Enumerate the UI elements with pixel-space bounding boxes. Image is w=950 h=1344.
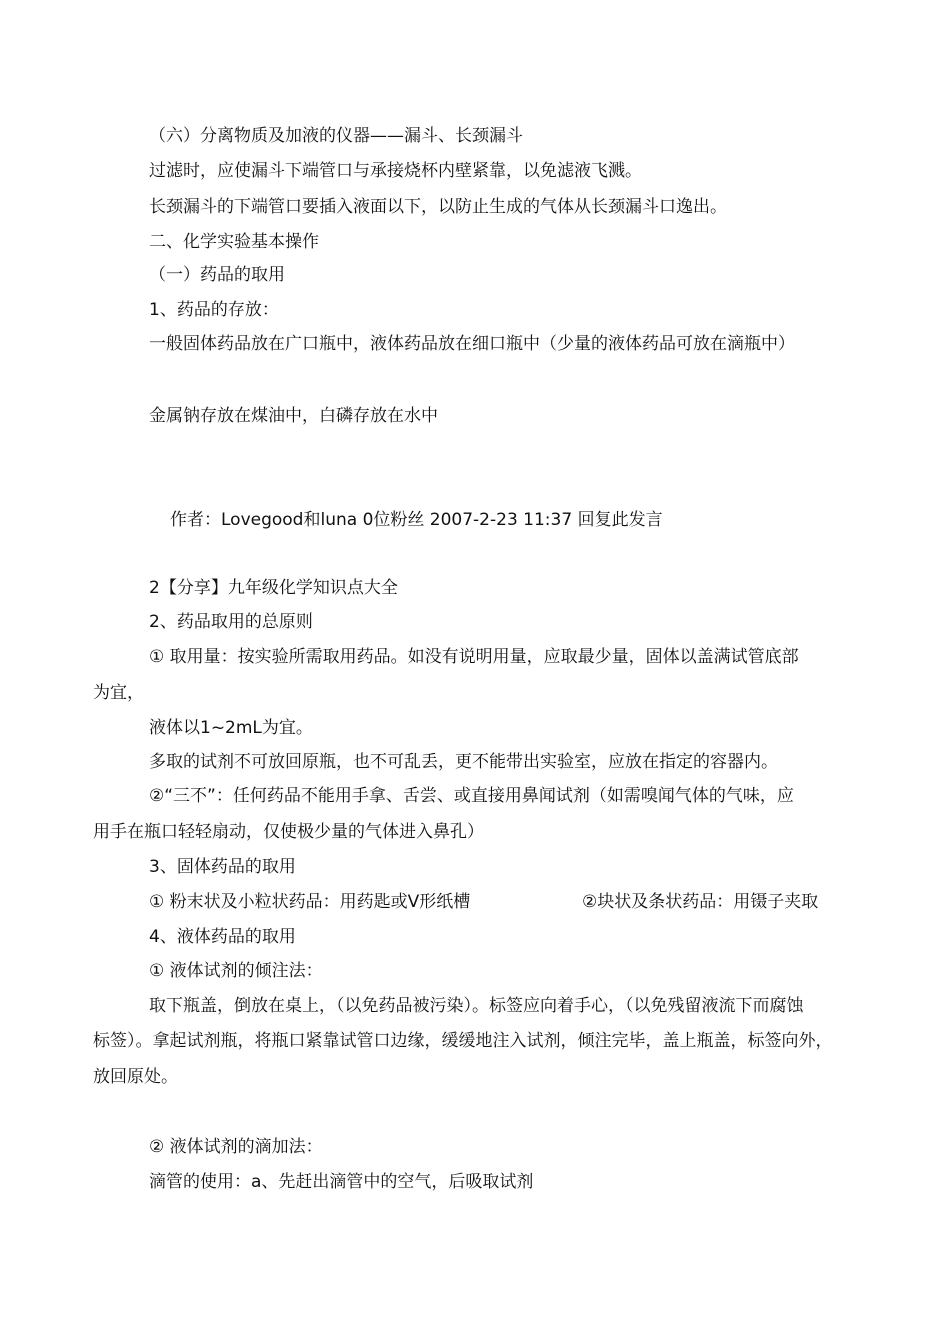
- subitem-heading-pouring: ① 液体试剂的倾注法：: [149, 961, 323, 981]
- paragraph-line: ① 粉末状及小粒状药品：用药匙或V形纸槽: [149, 892, 471, 912]
- paragraph-line: 用手在瓶口轻轻扇动，仅使极少量的气体进入鼻孔）: [93, 822, 484, 842]
- item-heading-general-principle: 2、药品取用的总原则: [149, 612, 313, 632]
- subsection-heading-taking-reagents: （一）药品的取用: [149, 265, 285, 285]
- paragraph-line: 放回原处。: [93, 1067, 178, 1087]
- section-heading-funnels: （六）分离物质及加液的仪器——漏斗、长颈漏斗: [149, 126, 523, 146]
- paragraph-line: 过滤时，应使漏斗下端管口与承接烧杯内壁紧靠，以免滤液飞溅。: [149, 161, 642, 181]
- paragraph-line: 金属钠存放在煤油中，白磷存放在水中: [149, 406, 438, 426]
- paragraph-line: 一般固体药品放在广口瓶中，液体药品放在细口瓶中（少量的液体药品可放在滴瓶中）: [149, 334, 795, 354]
- paragraph-line: ②块状及条状药品：用镊子夹取: [582, 892, 819, 912]
- item-heading-storage: 1、药品的存放：: [149, 300, 279, 320]
- paragraph-line: ① 取用量：按实验所需取用药品。如没有说明用量，应取最少量，固体以盖满试管底部: [149, 647, 799, 667]
- paragraph-line: ②“三不”：任何药品不能用手拿、舌尝、或直接用鼻闻试剂（如需嗅闻气体的气味，应: [149, 786, 794, 806]
- subitem-heading-dropping: ② 液体试剂的滴加法：: [149, 1137, 323, 1157]
- post-title: 2【分享】九年级化学知识点大全: [149, 578, 398, 598]
- paragraph-line: 多取的试剂不可放回原瓶，也不可乱丢，更不能带出实验室，应放在指定的容器内。: [149, 752, 778, 772]
- paragraph-line: 滴管的使用：a、先赶出滴管中的空气，后吸取试剂: [149, 1172, 534, 1192]
- item-heading-liquid-reagents: 4、液体药品的取用: [149, 927, 296, 947]
- paragraph-line: 液体以1~2mL为宜。: [149, 718, 313, 738]
- paragraph-line: 取下瓶盖，倒放在桌上，（以免药品被污染）。标签应向着手心，（以免残留液流下而腐蚀: [149, 996, 804, 1016]
- paragraph-line: 长颈漏斗的下端管口要插入液面以下，以防止生成的气体从长颈漏斗口逸出。: [149, 197, 727, 217]
- author-reply-line: 作者：Lovegood和luna 0位粉丝 2007-2-23 11:37 回复此发言: [170, 510, 663, 530]
- section-heading-basic-operations: 二、化学实验基本操作: [149, 232, 319, 252]
- item-heading-solid-reagents: 3、固体药品的取用: [149, 857, 296, 877]
- paragraph-line: 标签）。拿起试剂瓶，将瓶口紧靠试管口边缘，缓缓地注入试剂，倾注完毕，盖上瓶盖，标签向外，: [93, 1031, 833, 1051]
- paragraph-line: 为宜，: [93, 683, 144, 703]
